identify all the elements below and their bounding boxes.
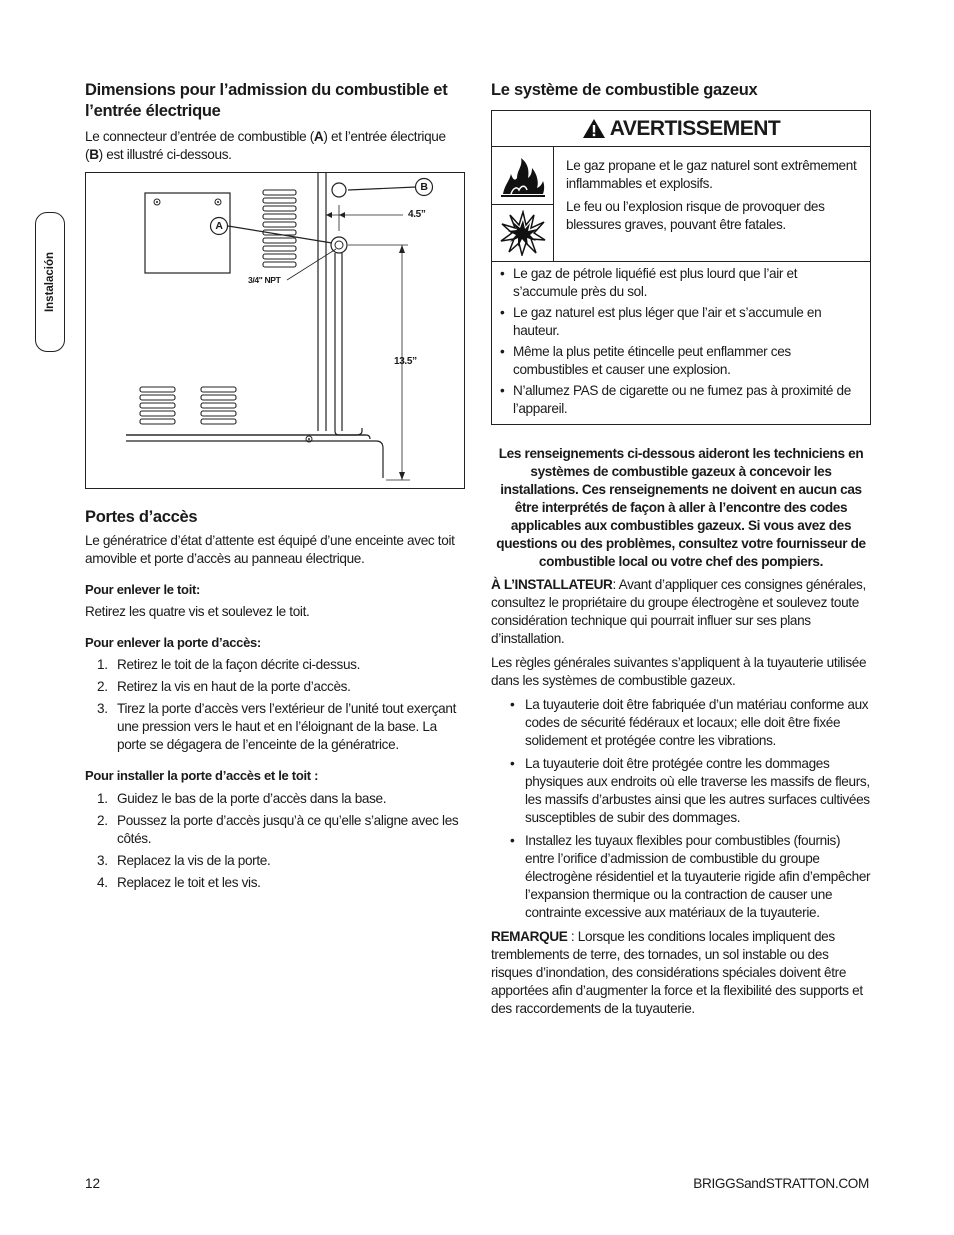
step-text: Replacez la vis de la porte. bbox=[117, 853, 271, 868]
list-item bbox=[85, 852, 465, 870]
warning-icons bbox=[492, 147, 554, 261]
generator-diagram bbox=[86, 173, 463, 487]
list-item bbox=[85, 656, 465, 674]
step-text: Poussez la porte d’accès jusqu’à ce qu’elle s’aligne avec les côtés. bbox=[117, 813, 459, 846]
page-number: 12 bbox=[85, 1176, 101, 1191]
installer-text: : Avant d’appliquer ces consignes générales, consultez le propriétaire du groupe électrogène et soulevez toute considération technique qui pourrait influer sur ses plans d’installation. bbox=[491, 577, 866, 646]
fire-icon bbox=[492, 147, 553, 204]
remarque-note bbox=[491, 928, 871, 1018]
gas-system-heading: Le système de combustible gazeux bbox=[491, 81, 758, 99]
remove-roof-text: Retirez les quatre vis et soulevez le toit. bbox=[85, 604, 310, 619]
intro-ref-b: B bbox=[89, 147, 99, 162]
list-item: • Installez les tuyaux flexibles pour combustibles (fournis) entre l’orifice d’admission de combustible du groupe électrogène résidentiel et la tuyauterie rigide afin d’empêcher l’expansion thermique ou la contraction de causer une contrainte excessive aux matériaux de la tuyauterie. bbox=[510, 832, 871, 922]
explosion-icon bbox=[492, 204, 553, 261]
step-number: 1. bbox=[97, 791, 108, 806]
access-doors-heading: Portes d’accès bbox=[85, 508, 198, 526]
step-number: 4. bbox=[97, 875, 108, 890]
step-number: 3. bbox=[97, 701, 108, 716]
warning-bullets bbox=[492, 262, 870, 424]
list-item bbox=[85, 874, 465, 892]
step-number: 1. bbox=[97, 657, 108, 672]
remove-door-heading: Pour enlever la porte d’accès: bbox=[85, 635, 261, 650]
list-item: • La tuyauterie doit être protégée contre les dommages physiques aux endroits où elle traverse les massifs de fleurs, les massifs d’arbustes ainsi que les autres surfaces cultivées susceptibles de subir des dommages. bbox=[510, 755, 871, 827]
remarque-text: : Lorsque les conditions locales impliquent des tremblements de terre, des tornades, un sol instable ou des risques d’inondation, des considérations spéciales doivent être apportées afin d’augmenter la force et la flexibilité des supports et des raccordements de la tuyauterie. bbox=[491, 929, 863, 1016]
intro-text-3: ) est illustré ci-dessous. bbox=[98, 147, 232, 162]
warning-text-1: Le gaz propane et le gaz naturel sont extrêmement inflammables et explosifs. bbox=[566, 158, 857, 191]
website-url: BRIGGSandSTRATTON.COM bbox=[693, 1176, 869, 1191]
step-number: 3. bbox=[97, 853, 108, 868]
install-door-heading: Pour installer la porte d’accès et le toit : bbox=[85, 768, 319, 783]
left-column bbox=[85, 80, 465, 896]
rules-intro: Les règles générales suivantes s’appliquent à la tuyauterie utilisée dans les systèmes de combustible gazeux. bbox=[491, 655, 867, 688]
remove-roof-heading: Pour enlever le toit: bbox=[85, 582, 201, 597]
npt-label: 3/4" NPT bbox=[248, 275, 281, 285]
access-doors-text: Le génératrice d’état d’attente est équipé d’une enceinte avec toit amovible et porte d’accès au panneau électrique. bbox=[85, 533, 455, 566]
rules-bullets bbox=[491, 696, 871, 922]
label-b: B bbox=[420, 181, 428, 193]
remarque-label: REMARQUE bbox=[491, 929, 568, 944]
intro-ref-a: A bbox=[313, 129, 324, 144]
step-number: 2. bbox=[97, 813, 108, 828]
step-number: 2. bbox=[97, 679, 108, 694]
bold-notice: Les renseignements ci-dessous aideront les techniciens en systèmes de combustible gazeux à concevoir les installations. Ces renseignements ne doivent en aucun cas être interprétés de façon à aller à l’encontre des codes applicables aux combustibles gazeux. Si vous avez des questions ou des problèmes, consultez votre fournisseur de combustible local ou votre chef des pompiers. bbox=[496, 446, 866, 569]
intro-text-2: ) et l’entrée électrique ( bbox=[85, 129, 446, 162]
list-item: • Le gaz de pétrole liquéfié est plus lourd que l’air et s’accumule près du sol. bbox=[500, 265, 862, 301]
installer-label: À L’INSTALLATEUR bbox=[491, 577, 613, 592]
dimension-horizontal: 4.5” bbox=[408, 209, 426, 220]
install-door-steps bbox=[85, 790, 465, 892]
right-column bbox=[491, 80, 871, 1018]
section-tab-label: Instalación bbox=[44, 251, 56, 313]
remove-door-steps bbox=[85, 656, 465, 754]
installer-note bbox=[491, 576, 871, 648]
dimensions-heading: Dimensions pour l’admission du combustible et l’entrée électrique bbox=[85, 81, 448, 120]
warning-text-2: Le feu ou l’explosion risque de provoquer des blessures graves, pouvant être fatales. bbox=[566, 199, 825, 232]
warning-text bbox=[554, 147, 870, 261]
intro-text-1: Le connecteur d’entrée de combustible ( bbox=[85, 129, 314, 144]
list-item bbox=[85, 678, 465, 696]
dimension-figure bbox=[85, 172, 465, 489]
warning-hazard-row bbox=[492, 147, 870, 262]
dimension-vertical: 13.5” bbox=[394, 356, 417, 367]
dimensions-intro bbox=[85, 128, 465, 164]
warning-box bbox=[491, 110, 871, 425]
step-text: Replacez le toit et les vis. bbox=[117, 875, 261, 890]
warning-title: AVERTISSEMENT bbox=[609, 116, 781, 140]
warning-triangle-icon bbox=[582, 118, 606, 139]
list-item bbox=[85, 700, 465, 754]
step-text: Retirez le toit de la façon décrite ci-dessus. bbox=[117, 657, 361, 672]
list-item: • Même la plus petite étincelle peut enflammer ces combustibles et causer une explosion. bbox=[500, 343, 862, 379]
list-item: • N’allumez PAS de cigarette ou ne fumez pas à proximité de l’appareil. bbox=[500, 382, 862, 418]
step-text: Guidez le bas de la porte d’accès dans la base. bbox=[117, 791, 387, 806]
step-text: Retirez la vis en haut de la porte d’accès. bbox=[117, 679, 351, 694]
list-item: • Le gaz naturel est plus léger que l’air et s’accumule en hauteur. bbox=[500, 304, 862, 340]
step-text: Tirez la porte d’accès vers l’extérieur de l’unité tout exerçant une pression vers le haut et en l’éloignant de la base. La porte se dégagera de l’enceinte de la génératrice. bbox=[117, 701, 457, 752]
section-tab bbox=[35, 212, 65, 352]
list-item: • La tuyauterie doit être fabriquée d’un matériau conforme aux codes de sécurité fédéraux et locaux; elle doit être fixée solidement et protégée contre les vibrations. bbox=[510, 696, 871, 750]
warning-header bbox=[492, 111, 870, 147]
label-a: A bbox=[215, 220, 223, 232]
list-item bbox=[85, 812, 465, 848]
list-item bbox=[85, 790, 465, 808]
